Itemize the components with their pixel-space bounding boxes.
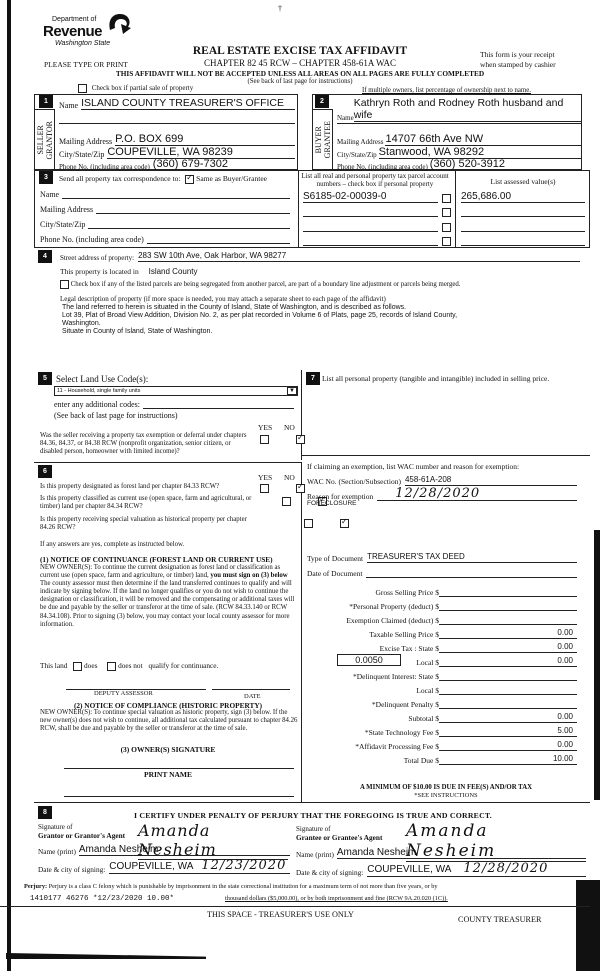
- grantor-name-field[interactable]: Amanda Nesheim: [79, 844, 290, 856]
- grantor-date: 12/23/2020: [201, 858, 287, 873]
- fee-row-excise-local: [307, 653, 577, 667]
- parcel-row: [303, 206, 451, 217]
- assessed-value-field[interactable]: [461, 206, 585, 217]
- dor-swirl-icon: [106, 12, 134, 38]
- s3-name-row: [40, 188, 290, 199]
- assessed-header: List assessed value(s): [490, 177, 556, 186]
- grantee-name-field[interactable]: Amanda Nesheim: [337, 847, 586, 859]
- seller-phone-field[interactable]: (360) 679-7302: [153, 158, 295, 171]
- additional-codes-row: [54, 398, 294, 409]
- yes-header: YES: [258, 473, 273, 482]
- personal-property-field[interactable]: [439, 600, 577, 611]
- receipt-note-1: This form is your receipt: [480, 50, 555, 59]
- grantor-sig-label-1: Signature of: [38, 823, 73, 831]
- parcel-number-field[interactable]: [303, 206, 438, 217]
- grantor-date-city-field[interactable]: [109, 858, 290, 874]
- fee-label: Subtotal $: [408, 714, 439, 723]
- fee-row-interest-state: [307, 667, 577, 681]
- fee-label: Local $: [416, 658, 439, 667]
- date-city-label: Date & city of signing:: [38, 865, 106, 874]
- fee-row-exemption: [307, 611, 577, 625]
- interest-local-field[interactable]: [439, 684, 577, 695]
- grantee-date-city-field[interactable]: [367, 861, 586, 877]
- section-3: [34, 170, 590, 248]
- doc-type-row: [307, 552, 577, 563]
- grantor-signature-field[interactable]: Amanda Nesheim: [138, 821, 288, 860]
- notice-text: The county assessor must then determine if the land transferred continues to qualify and will indicate by signing below. If the land no longer qualifies or you do not wish to continue the designation or classification, it will be removed and the compensating or additional taxes will be due and payable by the seller or transferor at the time of sale. (RCW 84.33.140 or RCW 84.34.108). Prior to signing (3) below, you may contact your local county assessor for more information.: [40, 580, 295, 628]
- assessed-value-field[interactable]: 265,686.00: [461, 191, 585, 203]
- perjury-notice: [24, 883, 590, 890]
- notice-text: NEW OWNER(S): To continue the current designation as forest land or classification as current use (open space, farm and agriculture, or timber) land,: [40, 564, 281, 580]
- minimum-note: A MINIMUM OF $10.00 IS DUE IN FEE(S) AND/OR TAX: [359, 784, 533, 791]
- divider: [298, 171, 299, 248]
- land-use-label: Select Land Use Code(s):: [56, 374, 149, 384]
- section-number: 8: [38, 806, 52, 819]
- qualify-label: qualify for continuance.: [148, 661, 219, 670]
- section-8: [34, 802, 590, 892]
- fee-label: Gross Selling Price $: [375, 588, 439, 597]
- no-header: NO: [284, 473, 295, 482]
- name-label: Name: [59, 101, 79, 110]
- notice-continuance-title: (1) NOTICE OF CONTINUANCE (FOREST LAND OR CURRENT USE): [40, 555, 273, 564]
- section-7: [302, 370, 590, 802]
- exemption-label: If claiming an exemption, list WAC number and reason for exemption:: [307, 462, 520, 471]
- buyer-mailing-field[interactable]: 14707 66th Ave NW: [385, 133, 581, 146]
- assessed-value-field[interactable]: [461, 235, 585, 246]
- delinquent-penalty-field[interactable]: [439, 698, 577, 709]
- yes-header: YES: [258, 423, 273, 432]
- logo-line2: Revenue: [43, 23, 103, 40]
- side-label-seller: SELLER: [35, 125, 45, 155]
- fee-label: Local $: [416, 686, 439, 695]
- legal-label: Legal description of property (if more space is needed, you may attach a separate sheet to each page of the affidavit): [60, 295, 386, 303]
- fee-label: *Delinquent Interest: State $: [352, 672, 439, 681]
- parcel-row: [303, 235, 451, 246]
- located-label: This property is located in: [60, 267, 139, 276]
- owner-signature-label: (3) OWNER(S) SIGNATURE: [120, 745, 216, 754]
- fee-label: *State Technology Fee $: [364, 728, 439, 737]
- grantee-date-row: [296, 861, 586, 877]
- personal-property-checkbox[interactable]: [442, 223, 451, 232]
- doc-date-field[interactable]: [366, 567, 577, 578]
- parcel-number-field[interactable]: [303, 235, 438, 246]
- section-number: 1: [39, 95, 53, 108]
- treasurer-use-only: THIS SPACE - TREASURER'S USE ONLY: [207, 910, 354, 919]
- does-not-qualify-checkbox[interactable]: [107, 662, 116, 671]
- divider: [302, 455, 590, 456]
- send-correspondence: [59, 174, 267, 184]
- fee-table: [307, 583, 577, 765]
- if-yes-note: If any answers are yes, complete as instructed below.: [40, 541, 185, 548]
- wac-field[interactable]: 458-61A-208: [405, 475, 577, 486]
- personal-property-checkbox[interactable]: [442, 208, 451, 217]
- grantee-sig-label-2: Grantee or Grantee's Agent: [296, 833, 383, 842]
- personal-property-checkbox[interactable]: [442, 194, 451, 203]
- parcel-row: [303, 221, 451, 232]
- scan-mark: †: [278, 4, 282, 13]
- section-4: [34, 248, 590, 368]
- gross-selling-price-field[interactable]: [439, 586, 577, 597]
- date-city-label: Date & city of signing:: [296, 868, 364, 877]
- forest-yes-checkbox[interactable]: [260, 484, 269, 493]
- fee-row-affidavit: [307, 737, 577, 751]
- s3-city-row: [40, 218, 290, 229]
- section-number: 2: [315, 95, 329, 108]
- section-5: [34, 370, 302, 460]
- form-subtitle: CHAPTER 82 45 RCW – CHAPTER 458-61A WAC: [204, 58, 396, 68]
- instructions-note: (See back of last page for instructions): [247, 78, 353, 85]
- street-row: [60, 251, 580, 262]
- buyer-name-line2[interactable]: [337, 123, 581, 124]
- logo-line1: Department of: [52, 16, 97, 23]
- grantor-city: COUPEVILLE, WA: [109, 861, 194, 872]
- segregated-label: Check box if any of the listed parcels are being segregated from another parcel, are part of a boundary line adjustment or parcels being merged.: [70, 281, 461, 289]
- subtotal-field[interactable]: 0.00: [439, 712, 577, 723]
- perjury-text-2: thousand dollars ($5,000.00), or by both imprisonment and fine (RCW 9A.20.020 (1C)).: [225, 895, 448, 902]
- current-use-question: Is this property classified as current use (open space, farm and agricultural, or timber) land per chapter 84.34 RCW?: [40, 495, 252, 510]
- wac-label: WAC No. (Section/Subsection): [307, 477, 401, 486]
- assessed-value-field[interactable]: [461, 221, 585, 232]
- see-back-note: (See back of last page for instructions): [54, 411, 178, 420]
- interest-state-field[interactable]: [439, 670, 577, 681]
- seller-name-field[interactable]: ISLAND COUNTY TREASURER'S OFFICE: [81, 97, 295, 110]
- doc-type-label: Type of Document: [307, 554, 364, 563]
- excise-local-field[interactable]: 0.00: [439, 656, 577, 667]
- city-label: City/State/Zip: [40, 220, 86, 229]
- does-qualify-checkbox[interactable]: [73, 662, 82, 671]
- s3-mailing-field[interactable]: [96, 203, 290, 214]
- additional-codes-field[interactable]: [143, 398, 294, 409]
- city-label: City/State/Zip: [59, 150, 105, 159]
- parcel-header: List all real and personal property tax parcel account numbers – check box if personal property: [301, 172, 449, 188]
- scan-edge-right: [594, 530, 600, 800]
- does-label: does: [84, 661, 98, 670]
- doc-date-row: [307, 567, 577, 578]
- name-label: Name: [337, 114, 354, 122]
- notice-continuance-body: [40, 564, 298, 629]
- no-header: NO: [284, 423, 295, 432]
- section-number: 7: [306, 372, 320, 385]
- grantor-sig-label-2: Grantor or Grantor's Agent: [38, 831, 126, 840]
- s3-phone-row: [40, 233, 290, 244]
- warning-text: THIS AFFIDAVIT WILL NOT BE ACCEPTED UNLESS ALL AREAS ON ALL PAGES ARE FULLY COMPLETED: [115, 69, 485, 78]
- total-due-field[interactable]: 10.00: [439, 754, 577, 765]
- divider: [455, 171, 456, 248]
- grantee-sig-label-1: Signature of: [296, 825, 331, 833]
- mailing-label: Mailing Address: [337, 138, 384, 146]
- segregated-checkbox[interactable]: [60, 280, 69, 289]
- phone-label: Phone No. (including area code): [40, 235, 144, 244]
- fee-row-technology: [307, 723, 577, 737]
- parcel-number-field[interactable]: [303, 221, 438, 232]
- certify-statement: I CERTIFY UNDER PENALTY OF PERJURY THAT THE FOREGOING IS TRUE AND CORRECT.: [134, 811, 492, 820]
- s3-mailing-row: [40, 203, 290, 214]
- fee-row-personal: [307, 597, 577, 611]
- street-label: Street address of property:: [60, 254, 135, 262]
- chevron-down-icon[interactable]: ▼: [287, 387, 297, 395]
- scan-edge-left: [7, 0, 11, 971]
- same-as-label: Same as Buyer/Grantee: [196, 174, 267, 183]
- perjury-label: Perjury:: [24, 883, 48, 890]
- partial-sale-label: Check box if partial sale of property: [91, 84, 194, 93]
- notice-compliance-body: NEW OWNER(S): To continue special valuation as historic property, sign (3) below. If the new owner(s) does not wish to continue, all additional tax calculated pursuant to chapter 84.26 RCW, shall be due and payable by the seller or transferor at the time of sale.: [40, 709, 298, 732]
- partial-sale-checkbox[interactable]: [78, 84, 87, 93]
- phone-label: Phone No. (including area code): [59, 163, 150, 171]
- s3-phone-field[interactable]: [147, 233, 290, 244]
- grantor-name-row: [38, 844, 290, 856]
- logo-line3: Washington State: [55, 40, 111, 47]
- county-field[interactable]: Island County: [148, 267, 198, 276]
- send-label: Send all property tax correspondence to:: [59, 174, 181, 183]
- fee-label: Total Due $: [403, 756, 439, 765]
- buyer-city-field[interactable]: Stanwood, WA 98292: [379, 146, 581, 159]
- continuance-row: [40, 661, 218, 671]
- fee-row-penalty: [307, 695, 577, 709]
- side-label-grantee: GRANTEE: [322, 121, 332, 159]
- buyer-phone-field[interactable]: (360) 520-3912: [430, 158, 581, 171]
- fee-label: *Affidavit Processing Fee $: [355, 742, 439, 751]
- parcel-row: [303, 191, 451, 203]
- assessed-row: [461, 235, 585, 246]
- section-1-seller: [34, 94, 298, 170]
- assessed-row: [461, 206, 585, 217]
- this-land-label: This land: [40, 661, 68, 670]
- excise-state-field[interactable]: 0.00: [439, 642, 577, 653]
- grantor-date-row: [38, 858, 290, 874]
- scan-edge-right-bottom: [576, 880, 600, 971]
- fee-label: *Delinquent Penalty $: [371, 700, 439, 709]
- receipt-note-2: when stamped by cashier: [480, 60, 556, 69]
- scan-smear: [6, 953, 206, 959]
- mailing-label: Mailing Address: [59, 137, 113, 146]
- notice-compliance-title: (2) NOTICE OF COMPLIANCE (HISTORIC PROPERTY): [73, 701, 263, 710]
- personal-property-label: List all personal property (tangible and intangible) included in selling price.: [322, 374, 550, 383]
- s3-name-field[interactable]: [62, 188, 290, 199]
- seller-side-label: [35, 109, 55, 170]
- legal-line: Lot 39, Plat of Broad View Addition, Division No. 2, as per plat recorded in Volume 6 of Plats, page 25, records of Island County,: [62, 312, 458, 319]
- located-row: [60, 267, 198, 276]
- affidavit-fee-field[interactable]: 0.00: [439, 740, 577, 751]
- section-number: 3: [39, 171, 53, 184]
- doc-date-label: Date of Document: [307, 569, 363, 578]
- owner-signature-line[interactable]: [64, 768, 294, 769]
- exemption-claimed-field[interactable]: [439, 614, 577, 625]
- city-label: City/State/Zip: [337, 151, 377, 159]
- name-label: Name: [40, 190, 60, 199]
- section-2-buyer: [312, 94, 582, 170]
- section-number: 6: [38, 465, 52, 478]
- date-label: DATE: [244, 693, 261, 700]
- form-title: REAL ESTATE EXCISE TAX AFFIDAVIT: [192, 45, 408, 57]
- seller-mailing-field[interactable]: P.O. BOX 699: [115, 133, 295, 146]
- current-use-yes-checkbox[interactable]: [282, 497, 291, 506]
- name-print-label: Name (print): [38, 847, 76, 856]
- legal-description[interactable]: [62, 304, 457, 336]
- exemption-question: Was the seller receiving a property tax exemption or deferral under chapters 84.36, 84.37, or 84.38 RCW (nonprofit organization, senior citizen, or disabled person, homeowner with limited income)?: [40, 432, 247, 455]
- land-use-value: 11 - Household, single family units: [57, 388, 141, 394]
- section-number: 4: [38, 250, 52, 263]
- buyer-name-field[interactable]: Kathryn Roth and Rodney Roth husband and wife: [354, 97, 581, 122]
- reason-label: Reason for exemption: [307, 492, 374, 501]
- local-rate-field[interactable]: 0.0050: [337, 654, 401, 666]
- fee-row-taxable: [307, 625, 577, 639]
- seller-name-row: [59, 97, 295, 110]
- assessed-row: [461, 191, 585, 203]
- fee-label: Exemption Claimed (deduct) $: [346, 616, 439, 625]
- print-name-line[interactable]: [64, 796, 294, 797]
- same-as-buyer-checkbox[interactable]: [185, 175, 194, 184]
- buyer-side-label: [313, 109, 333, 170]
- phone-label: Phone No. (including area code): [337, 163, 428, 171]
- please-type: PLEASE TYPE OR PRINT: [44, 60, 128, 69]
- grantee-name-row: [296, 847, 586, 859]
- land-use-select[interactable]: [54, 386, 298, 396]
- parcel-number-field[interactable]: S6185-02-00039-0: [303, 191, 438, 203]
- forest-land-question: Is this property designated as forest land per chapter 84.33 RCW?: [40, 483, 220, 490]
- assessed-row: [461, 221, 585, 232]
- seller-mailing-row: [59, 133, 295, 146]
- personal-property-checkbox[interactable]: [442, 237, 451, 246]
- reason-field[interactable]: FORECLOSURE: [307, 500, 357, 507]
- divider: [0, 906, 590, 907]
- fee-row-gross: [307, 583, 577, 597]
- section-number: 5: [38, 372, 52, 385]
- grantee-signature-field[interactable]: Amanda Nesheim: [406, 821, 586, 862]
- seller-name-line2[interactable]: [59, 123, 295, 124]
- additional-codes-label: enter any additional codes:: [54, 400, 140, 409]
- name-print-label: Name (print): [296, 850, 334, 859]
- fee-label: *Personal Property (deduct) $: [349, 602, 439, 611]
- side-label-grantor: GRANTOR: [44, 120, 54, 160]
- technology-fee-field[interactable]: 5.00: [439, 726, 577, 737]
- historic-question: Is this property receiving special valuation as historical property per chapter 84.26 RCW?: [40, 516, 247, 531]
- legal-line: Situate in County of Island, State of Washington.: [62, 328, 213, 335]
- reason-handwritten[interactable]: 12/28/2020: [377, 488, 577, 501]
- buyer-mailing-row: [337, 133, 581, 146]
- cashier-stamp: 1410177 46276 *12/23/2020 10.00*: [30, 895, 175, 903]
- grantee-city: COUPEVILLE, WA: [367, 864, 452, 875]
- street-address-field[interactable]: 283 SW 10th Ave, Oak Harbor, WA 98277: [138, 251, 580, 262]
- see-instructions: *SEE INSTRUCTIONS: [414, 792, 478, 799]
- fee-label: Taxable Selling Price $: [369, 630, 439, 639]
- perjury-text: Perjury is a class C felony which is punishable by imprisonment in the state correctional institution for a maximum term of not more than five years, or by: [48, 883, 438, 890]
- seller-city-field[interactable]: COUPEVILLE, WA 98239: [107, 146, 295, 159]
- doc-type-field[interactable]: TREASURER'S TAX DEED: [367, 552, 577, 563]
- grantee-date: 12/28/2020: [463, 861, 549, 876]
- taxable-selling-price-field[interactable]: 0.00: [439, 628, 577, 639]
- notice-text-bold: you must sign on (3) below: [210, 572, 288, 580]
- deputy-assessor-label: DEPUTY ASSESSOR: [94, 690, 153, 697]
- does-not-label: does not: [118, 661, 143, 670]
- segregated-row: [60, 280, 461, 289]
- legal-line: The land referred to herein is situated in the County of Island, State of Washington, and is described as follows.: [62, 304, 407, 311]
- fee-row-subtotal: [307, 709, 577, 723]
- print-name-label: PRINT NAME: [144, 770, 192, 779]
- county-treasurer-label: COUNTY TREASURER: [458, 915, 542, 924]
- fee-row-excise-state: [307, 639, 577, 653]
- multiple-owners-note: If multiple owners, list percentage of ownership next to name.: [362, 87, 531, 94]
- mailing-label: Mailing Address: [40, 205, 94, 214]
- partial-sale: [78, 84, 193, 93]
- wac-row: [307, 475, 577, 486]
- exemption-yes-checkbox[interactable]: [260, 435, 269, 444]
- s3-city-field[interactable]: [88, 218, 290, 229]
- fee-label: Excise Tax : State $: [379, 644, 439, 653]
- legal-line: Washington.: [62, 320, 101, 327]
- assessor-date-line[interactable]: [212, 689, 290, 690]
- fee-row-total: [307, 751, 577, 765]
- buyer-name-row: [337, 97, 581, 122]
- fee-row-interest-local: [307, 681, 577, 695]
- side-label-buyer: BUYER: [313, 126, 323, 154]
- section-6: [34, 462, 302, 802]
